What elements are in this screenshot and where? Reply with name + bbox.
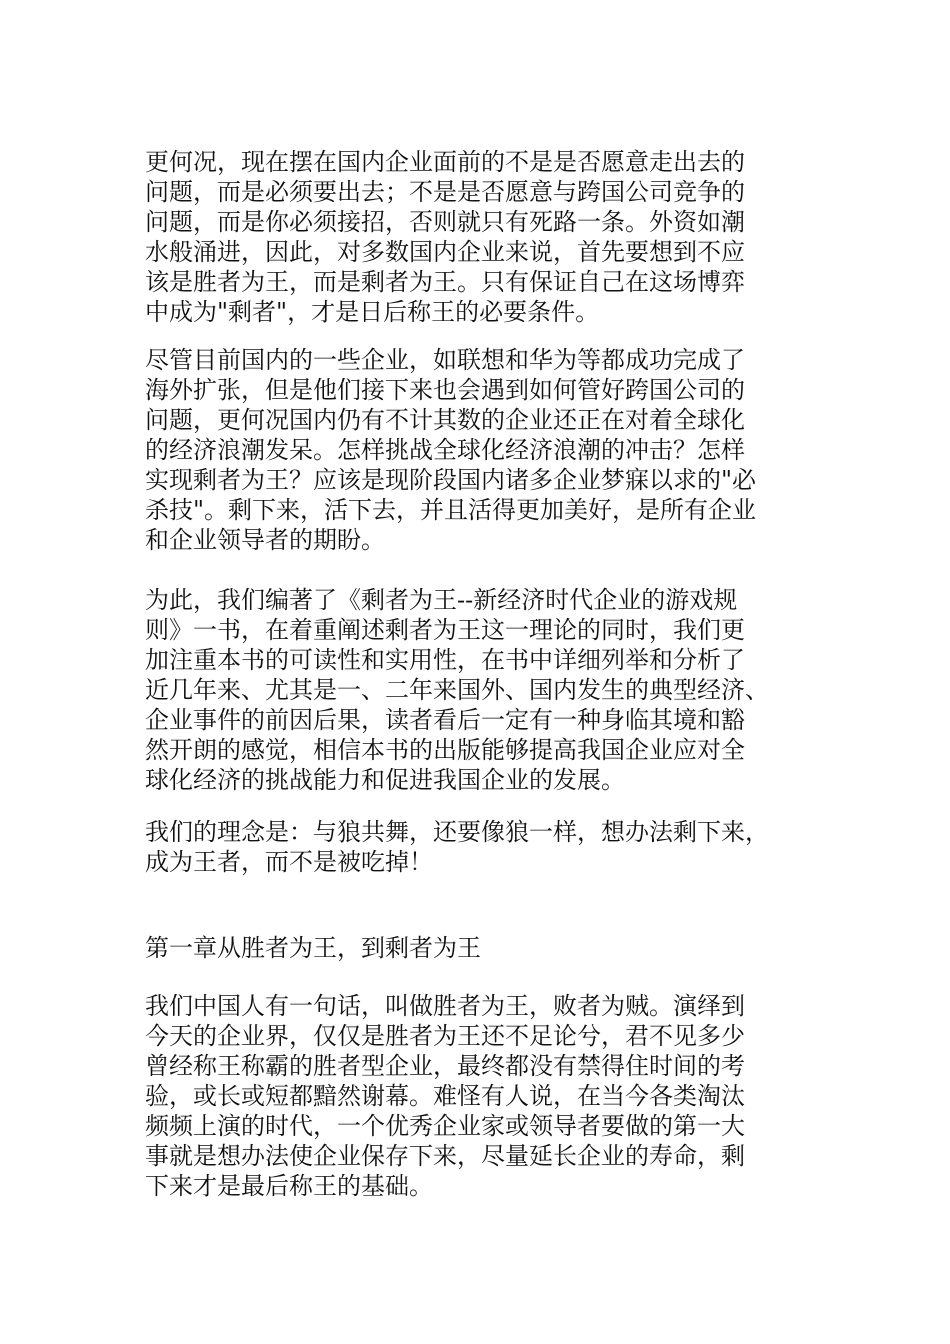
paragraph-philosophy: 我们的理念是：与狼共舞，还要像狼一样，想办法剩下来， 成为王者，而不是被吃掉！ — [145, 818, 769, 876]
paragraph-book-introduction: 为此，我们编著了《剩者为王--新经济时代企业的游戏规 则》一书，在着重阐述剩者为王这一理论的同时，我们更 加注重本书的可读性和实用性，在书中详细列举和分析了 近几年来、尤其是一、二年来国外、国内发生的典型经济、 企业事件的前因后果，读者看后一定有一种身临其境和豁 然开朗的感觉，相信本书的出版能够提高我国企业应对全 球化经济的挑战能力和促进我国企业的发展。 — [145, 586, 769, 794]
chapter-heading: 第一章从胜者为王，到剩者为王 — [145, 934, 481, 962]
paragraph-going-abroad: 更何况，现在摆在国内企业面前的不是是否愿意走出去的 问题，而是必须要出去；不是是否愿意与跨国公司竞争的 问题，而是你必须接招，否则就只有死路一条。外资如潮 水般涌进，因此，对多数国内企业来说，首先要想到不应 该是胜者为王，而是剩者为王。只有保证自己在这场博弈 中成为"剩者"，才是日后称王的必要条件。 — [145, 148, 745, 326]
paragraph-global-expansion: 尽管目前国内的一些企业，如联想和华为等都成功完成了 海外扩张，但是他们接下来也会遇到如何管好跨国公司的 问题，更何况国内仍有不计其数的企业还正在对着全球化 的经济浪潮发呆。怎样挑战全球化经济浪潮的冲击？怎样 实现剩者为王？应该是现阶段国内诸多企业梦寐以求的"必 杀技"。剩下来，活下去，并且活得更加美好，是所有企业 和企业领导者的期盼。 — [145, 346, 757, 554]
paragraph-chapter-one-intro: 我们中国人有一句话，叫做胜者为王，败者为贼。演绎到 今天的企业界，仅仅是胜者为王还不足论兮，君不见多少 曾经称王称霸的胜者型企业，最终都没有禁得住时间的考 验，或长或短都黯然谢幕。难怪有人说，在当今各类淘汰 频频上演的时代，一个优秀企业家或领导者要做的第一大 事就是想办法使企业保存下来，尽量延长企业的寿命，剩 下来才是最后称王的基础。 — [145, 992, 745, 1200]
